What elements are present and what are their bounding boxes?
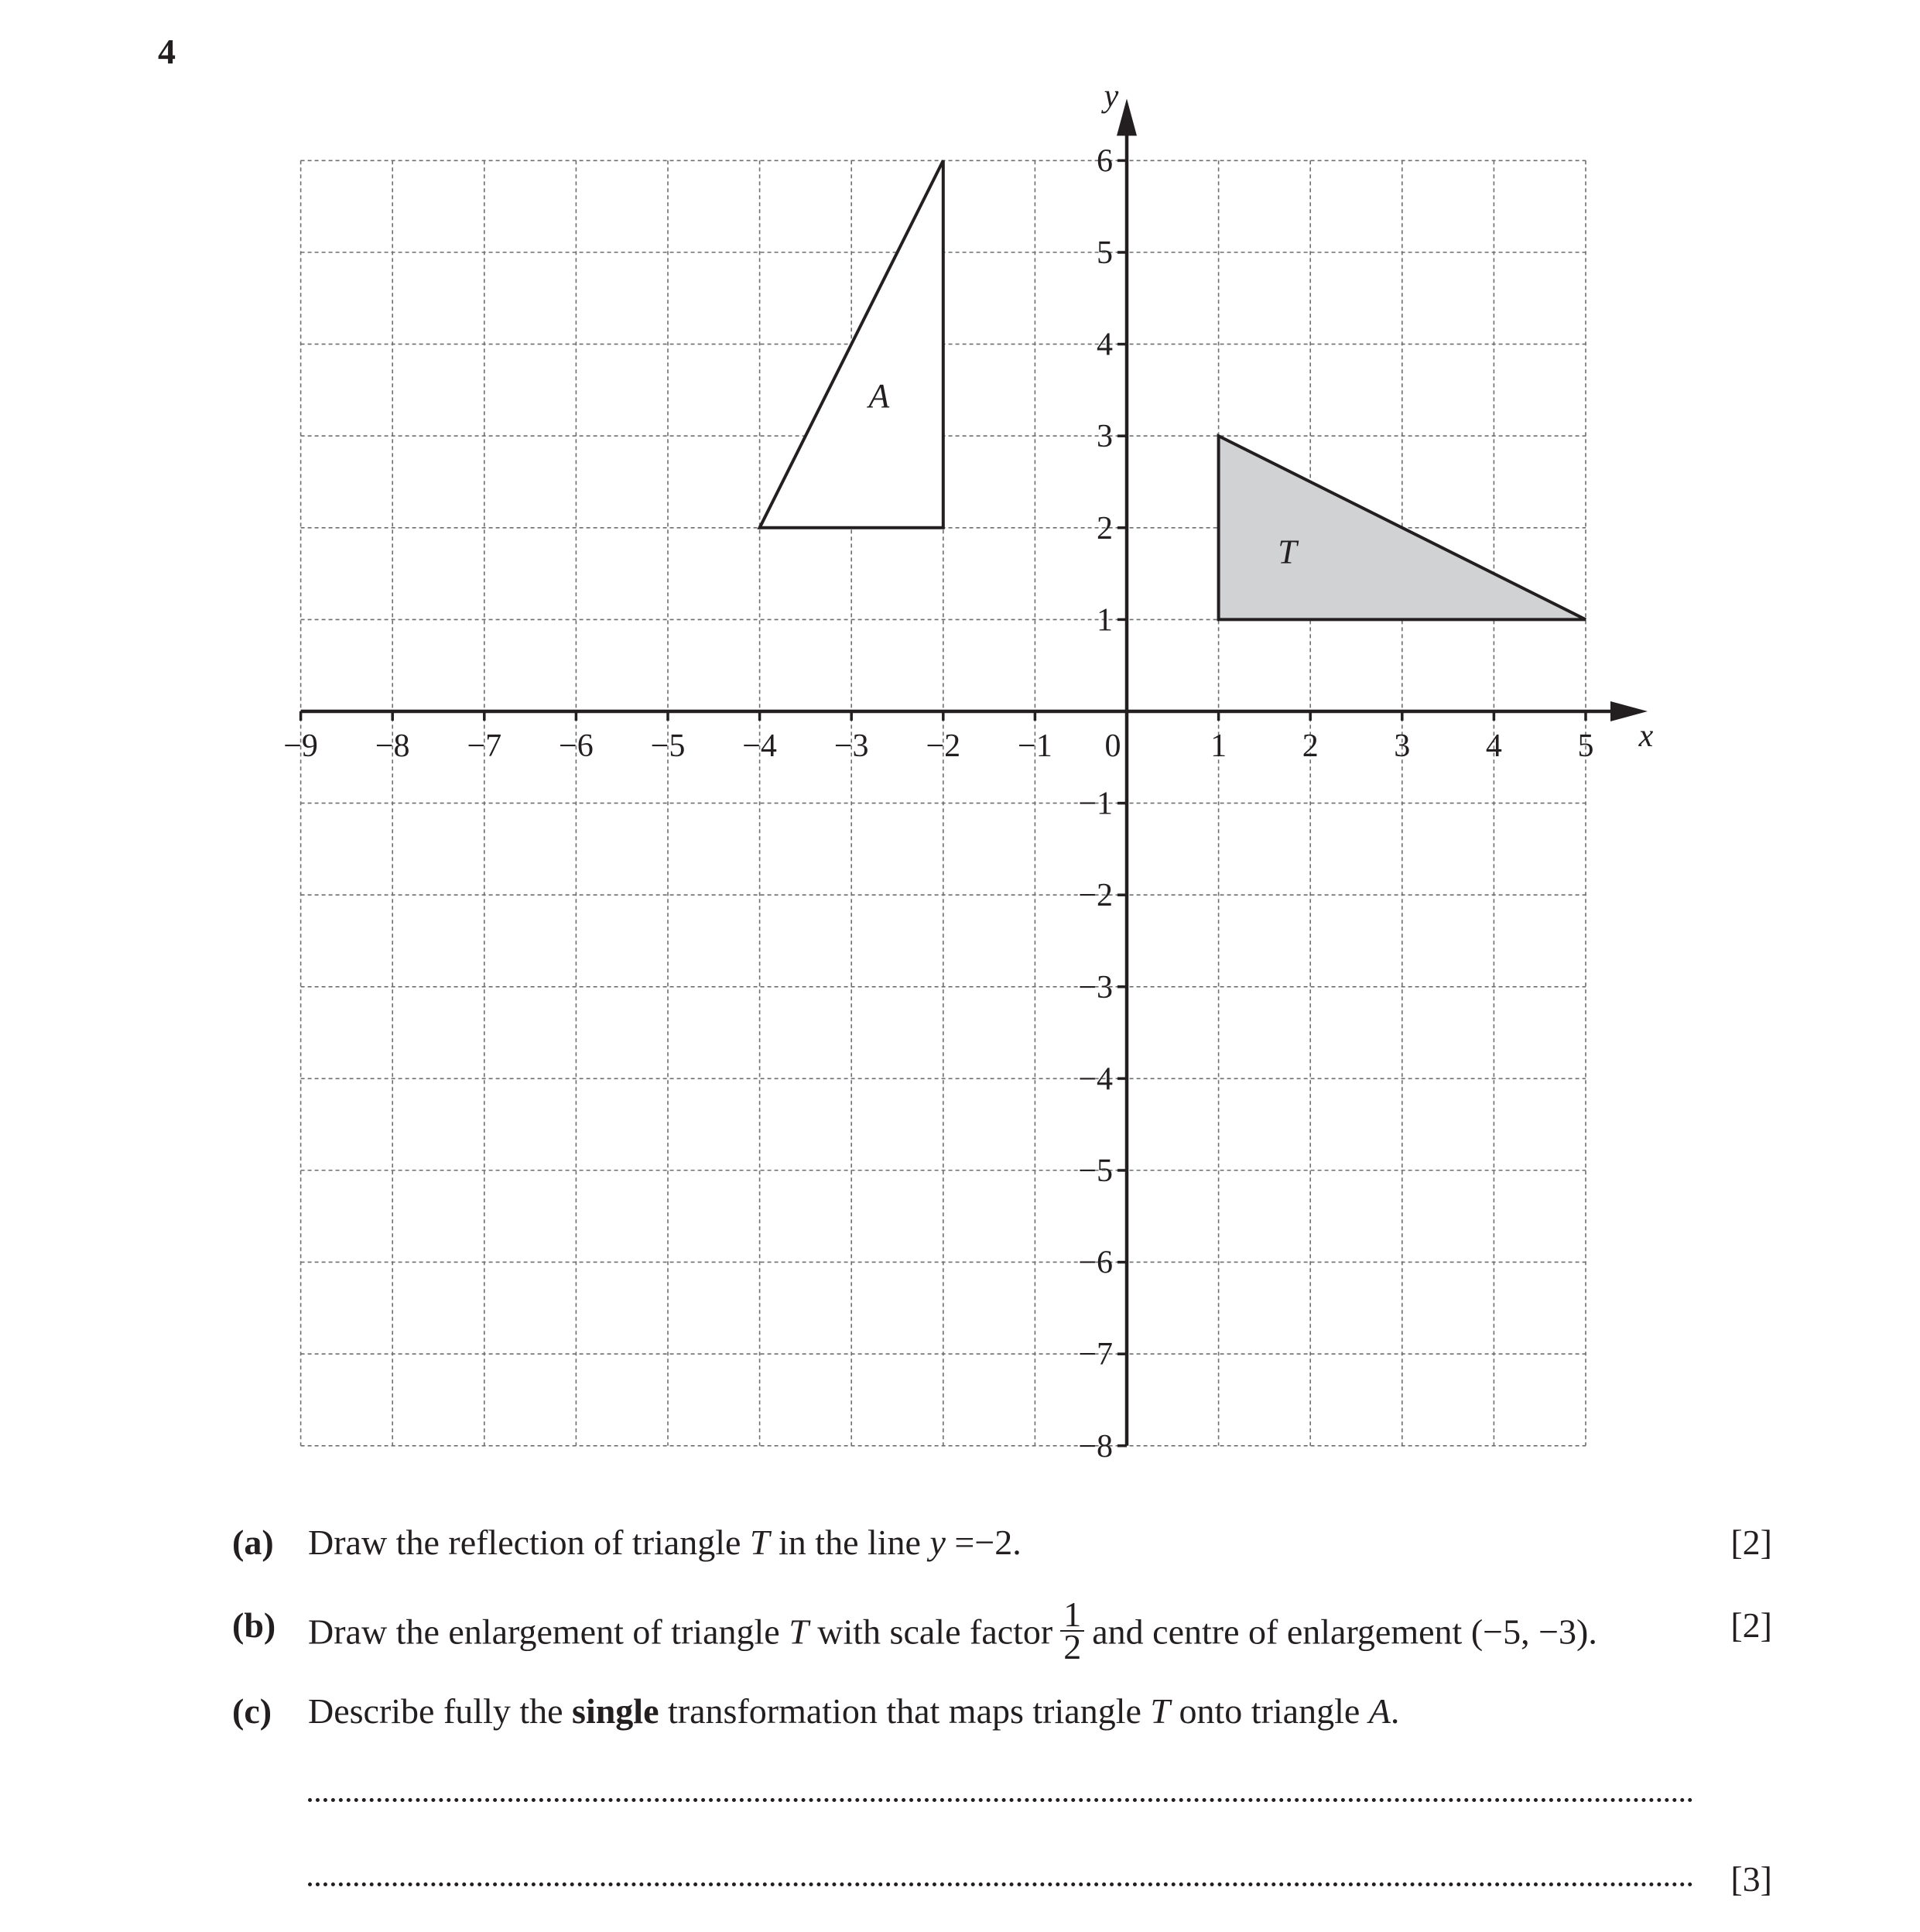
- part-b-text: Draw the enlargement of triangle T with scale factor $\frac{1}{2}$ and centre of enlargement (−5, −3).: [308, 1595, 1597, 1667]
- y-tick-label: −6: [1078, 1245, 1113, 1281]
- x-tick-label: −9: [283, 728, 318, 764]
- x-tick-label: 2: [1302, 728, 1319, 764]
- y-tick-label: 6: [1097, 143, 1113, 180]
- x-tick-label: −8: [375, 728, 410, 764]
- y-tick-label: −5: [1078, 1153, 1113, 1189]
- part-b-marks: [2]: [1730, 1605, 1772, 1645]
- x-tick-label: 5: [1577, 728, 1594, 764]
- part-a-text: Draw the reflection of triangle T in the line y =−2.: [308, 1523, 1022, 1562]
- y-tick-label: −8: [1078, 1428, 1113, 1464]
- x-tick-label: 3: [1394, 728, 1411, 764]
- shapes: [760, 160, 1586, 619]
- x-axis-label: x: [1638, 718, 1654, 754]
- tick-labels: [283, 78, 1653, 1464]
- triangle-a: [760, 160, 943, 527]
- triangle-a-label: A: [868, 376, 890, 415]
- part-b-label: (b): [232, 1605, 276, 1645]
- y-tick-label: −3: [1078, 969, 1113, 1005]
- x-tick-label: 1: [1210, 728, 1227, 764]
- triangle-t-label: T: [1278, 533, 1297, 571]
- x-tick-label: −2: [926, 728, 961, 764]
- part-a-marks: [2]: [1730, 1523, 1772, 1562]
- x-tick-label: −3: [833, 728, 869, 764]
- y-axis-arrow: [1117, 98, 1137, 135]
- x-tick-label: 4: [1485, 728, 1502, 764]
- x-tick-label: −1: [1018, 728, 1052, 764]
- answer-line-1[interactable]: [308, 1798, 1693, 1802]
- y-tick-label: 3: [1097, 419, 1113, 455]
- y-tick-label: 1: [1097, 602, 1113, 639]
- x-tick-label: −6: [559, 728, 594, 764]
- question-number: 4: [158, 32, 176, 71]
- y-tick-label: −7: [1078, 1337, 1113, 1373]
- x-tick-label: −4: [742, 728, 777, 764]
- scale-factor-fraction: $\frac{1}{2}$: [1060, 1599, 1084, 1663]
- y-tick-label: 4: [1097, 327, 1113, 363]
- part-c-text: Describe fully the single transformation that maps triangle T onto triangle A.: [308, 1691, 1400, 1731]
- part-c-marks: [3]: [1730, 1859, 1772, 1899]
- x-tick-label: −5: [650, 728, 686, 764]
- y-axis-label: y: [1104, 78, 1119, 115]
- answer-line-2[interactable]: [308, 1882, 1693, 1886]
- y-tick-label: 2: [1097, 510, 1113, 546]
- part-c-label: (c): [232, 1691, 272, 1731]
- x-tick-label: 0: [1104, 728, 1121, 764]
- part-a-label: (a): [232, 1523, 274, 1562]
- y-tick-label: 5: [1097, 235, 1113, 271]
- y-tick-label: −2: [1078, 878, 1113, 914]
- y-tick-label: −4: [1078, 1061, 1113, 1098]
- axes: [301, 98, 1648, 1445]
- y-tick-label: −1: [1078, 786, 1113, 822]
- x-tick-label: −7: [467, 728, 502, 764]
